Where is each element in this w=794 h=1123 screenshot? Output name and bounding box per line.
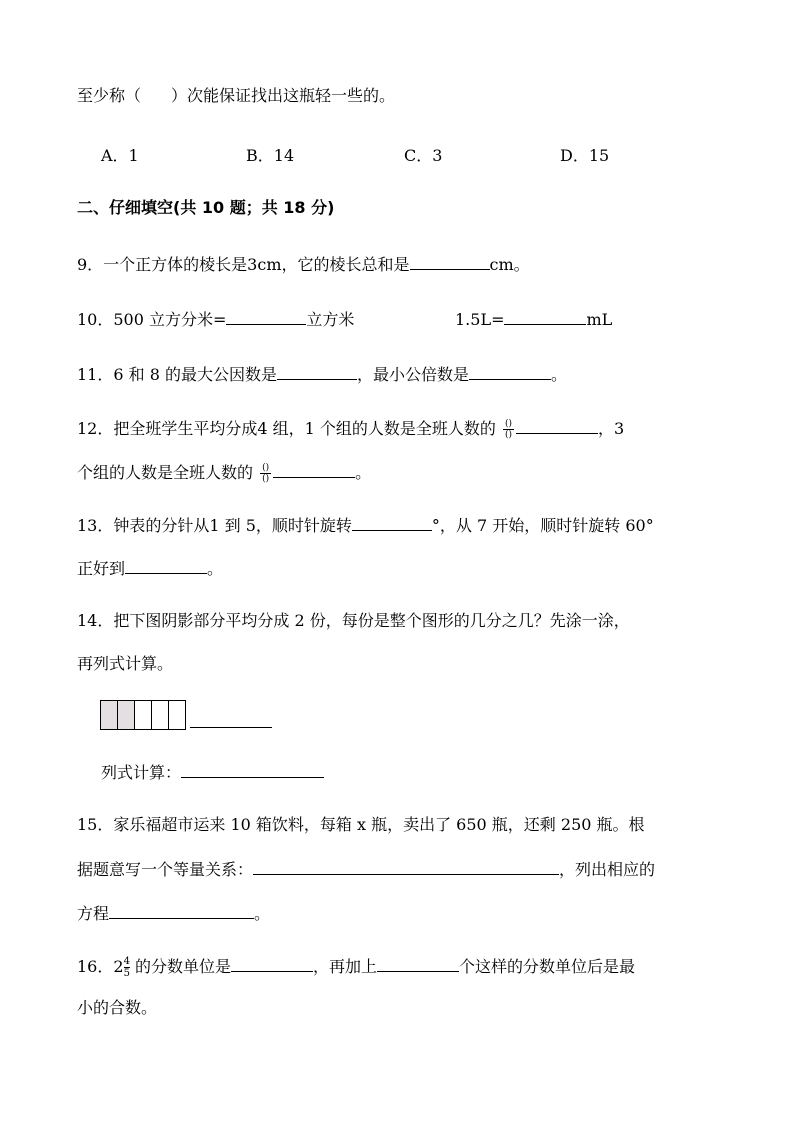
question-10-part1 (77, 308, 354, 330)
question-14-line2: 再列式计算。 (77, 654, 174, 673)
q15-line3-prefix: 方程 (77, 904, 110, 923)
q13-line2-suffix: 。 (207, 559, 224, 578)
q8-text (77, 86, 395, 106)
q16-middle1: 的分数单位是 (129, 957, 232, 976)
q15-line3-suffix: 。 (254, 904, 271, 923)
q16-blank-2[interactable] (377, 955, 459, 972)
question-13-line1 (77, 514, 654, 536)
q14-calc-label: 列式计算： (101, 763, 182, 782)
q16-middle2: ，再加上 (313, 957, 378, 976)
q10-part1-prefix: 10．500 立方分米= (77, 310, 227, 329)
question-9 (77, 253, 530, 275)
question-12-line1 (77, 417, 624, 440)
q10-part1-suffix: 立方米 (306, 310, 355, 329)
q14-fraction-blank[interactable] (190, 707, 272, 728)
question-15-line3 (77, 902, 270, 924)
q10-blank-1[interactable] (226, 308, 306, 325)
grid-cell[interactable] (151, 700, 169, 730)
question-16-line2: 小的合数。 (77, 998, 158, 1017)
option-c[interactable]: C．3 (404, 146, 443, 165)
q12-fraction-2[interactable]: $\frac{()}{()}$ (262, 463, 270, 484)
question-11 (77, 363, 567, 385)
q15-line2-suffix: ，列出相应的 (559, 860, 656, 879)
q9-blank[interactable] (410, 253, 490, 270)
q16-prefix: 16． (77, 957, 114, 976)
q16-denominator: 5 (123, 968, 130, 979)
q13-line1-prefix: 13．钟表的分针从1 到 5，顺时针旋转 (77, 516, 352, 535)
q11-blank-2[interactable] (469, 363, 551, 380)
q11-prefix: 11．6 和 8 的最大公因数是 (77, 365, 277, 384)
q15-blank-1[interactable] (253, 858, 559, 875)
q12-blank-1[interactable] (516, 417, 598, 434)
grid-cell[interactable] (134, 700, 152, 730)
question-13-line2 (77, 557, 223, 579)
shaded-grid-figure[interactable] (100, 700, 186, 730)
q16-blank-1[interactable] (231, 955, 313, 972)
q11-middle: ，最小公倍数是 (356, 365, 469, 384)
option-a[interactable]: A．1 (101, 146, 139, 165)
q11-suffix: 。 (551, 365, 568, 384)
option-d[interactable]: D．15 (560, 146, 610, 165)
q13-blank-2[interactable] (125, 557, 207, 574)
grid-cell[interactable] (168, 700, 186, 730)
q16-mixed-number (113, 956, 130, 979)
q10-blank-2[interactable] (504, 308, 586, 325)
q12-fraction-1[interactable]: $\frac{()}{()}$ (505, 419, 513, 440)
q10-part2-prefix: 1.5L= (455, 310, 505, 329)
q11-blank-1[interactable] (277, 363, 357, 380)
q16-suffix: 个这样的分数单位后是最 (459, 957, 636, 976)
q9-suffix: cm。 (489, 255, 530, 274)
q13-line1-middle: °，从 7 开始，顺时针旋转 60° (431, 516, 654, 535)
q15-blank-2[interactable] (109, 902, 254, 919)
q12-line2-prefix: 个组的人数是全班人数的 (77, 463, 254, 482)
q8-prefix: 至少称（ (77, 86, 142, 105)
q15-line2-prefix: 据题意写一个等量关系： (77, 860, 254, 879)
q14-calc-line (101, 761, 324, 783)
q9-prefix: 9．一个正方体的棱长是3cm，它的棱长总和是 (77, 255, 410, 274)
q12-line2-suffix: 。 (355, 463, 372, 482)
question-15-line1: 15．家乐福超市运来 10 箱饮料，每箱 x 瓶，卖出了 650 瓶，还剩 250 瓶。根 (77, 815, 645, 834)
q13-line2-prefix: 正好到 (77, 559, 126, 578)
question-15-line2 (77, 858, 655, 880)
section-title: 二、仔细填空(共 10 题；共 18 分) (77, 198, 335, 217)
question-12-line2 (77, 461, 371, 484)
q13-blank-1[interactable] (352, 514, 432, 531)
grid-cell-shaded[interactable] (117, 700, 135, 730)
question-14-line1: 14．把下图阴影部分平均分成 2 份，每份是整个图形的几分之几？先涂一涂， (77, 611, 630, 630)
grid-cell-shaded[interactable] (100, 700, 118, 730)
option-b[interactable]: B．14 (246, 146, 295, 165)
q12-blank-2[interactable] (273, 461, 355, 478)
q16-numerator: 4 (123, 956, 130, 967)
question-16-line1 (77, 955, 635, 979)
question-10-part2 (455, 308, 612, 330)
q12-line1-suffix: ，3 (598, 419, 625, 438)
q12-line1-prefix: 12．把全班学生平均分成4 组，1 个组的人数是全班人数的 (77, 419, 496, 438)
q10-part2-suffix: mL (586, 310, 613, 329)
q14-calc-blank[interactable] (181, 761, 324, 778)
q8-suffix: ）次能保证找出这瓶轻一些的。 (171, 86, 396, 105)
q16-whole: 2 (113, 957, 124, 976)
